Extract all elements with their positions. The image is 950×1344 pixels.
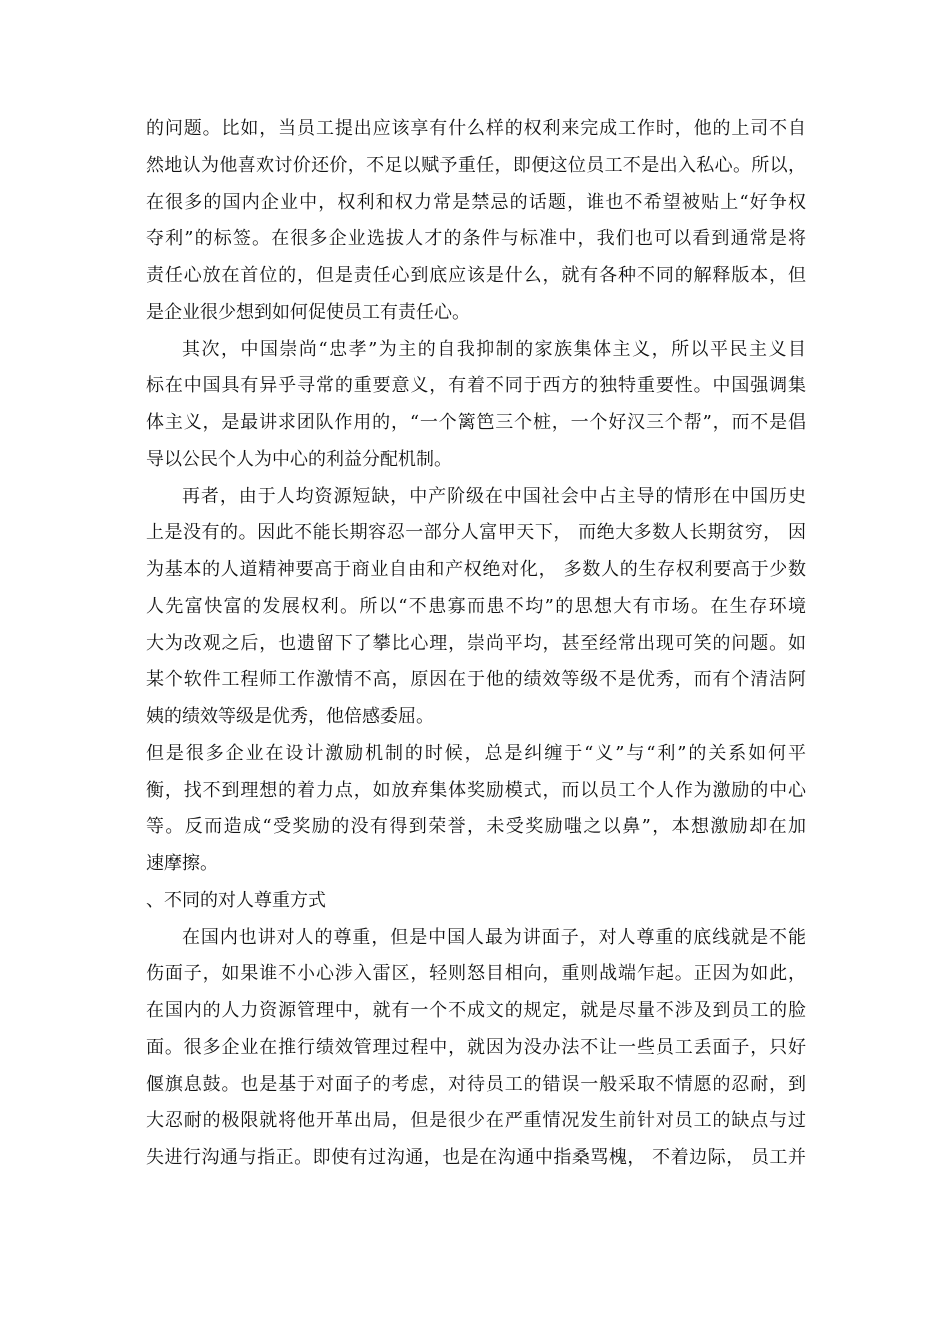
text-line: 再者，由于人均资源短缺，中产阶级在中国社会中占主导的情形在中国历史 [182,485,806,507]
text-line: 然地认为他喜欢讨价还价，不足以赋予重任，即便这位员工不是出入私心。所以， [146,154,806,176]
text-line: 人先富快富的发展权利。所以“不患寡而患不均”的思想大有市场。在生存环境 [146,595,806,617]
text-line: 夺利”的标签。在很多企业选拔人才的条件与标准中，我们也可以看到通常是将 [146,228,806,250]
text-line: 在国内也讲对人的尊重，但是中国人最为讲面子，对人尊重的底线就是不能 [182,926,806,948]
text-line: 伤面子，如果谁不小心涉入雷区，轻则怒目相向，重则战端乍起。正因为如此， [146,963,806,985]
text-line: 大为改观之后，也遗留下了攀比心理，崇尚平均，甚至经常出现可笑的问题。如 [146,632,806,654]
text-line: 速摩擦。 [146,853,218,874]
text-line: 为基本的人道精神要高于商业自由和产权绝对化， 多数人的生存权利要高于少数 [146,559,806,580]
text-line: 导以公民个人为中心的利益分配机制。 [146,448,452,470]
text-line: 的问题。比如，当员工提出应该享有什么样的权利来完成工作时，他的上司不自 [146,118,806,139]
text-line: 大忍耐的极限就将他开革出局，但是很少在严重情况发生前针对员工的缺点与过 [146,1110,806,1132]
text-line: 是企业很少想到如何促使员工有责任心。 [146,301,470,323]
text-line: 偃旗息鼓。也是基于对面子的考虑，对待员工的错误一般采取不情愿的忍耐，到 [146,1073,806,1095]
text-line: 面。很多企业在推行绩效管理过程中，就因为没办法不让一些员工丢面子，只好 [146,1036,806,1058]
text-line: 失进行沟通与指正。即使有过沟通，也是在沟通中指桑骂槐， 不着边际， 员工并 [146,1147,806,1168]
text-line: 其次，中国崇尚“忠孝”为主的自我抑制的家族集体主义，所以平民主义目 [182,338,806,360]
text-line: 但是很多企业在设计激励机制的时候，总是纠缠于“义”与“利”的关系如何平 [146,742,806,764]
text-line: 在国内的人力资源管理中，就有一个不成文的规定，就是尽量不涉及到员工的脸 [146,1000,806,1021]
text-line: 上是没有的。因此不能长期容忍一部分人富甲天下， 而绝大多数人长期贫穷， 因 [146,522,806,544]
text-line: 标在中国具有异乎寻常的重要意义，有着不同于西方的独特重要性。中国强调集 [146,375,806,397]
text-line: 等。反而造成“受奖励的没有得到荣誉，未受奖励嗤之以鼻”，本想激励却在加 [146,816,806,838]
text-line: 责任心放在首位的，但是责任心到底应该是什么，就有各种不同的解释版本，但 [146,265,806,286]
text-line: 姨的绩效等级是优秀，他倍感委屈。 [146,706,434,727]
text-line: 某个软件工程师工作激情不高，原因在于他的绩效等级不是优秀，而有个清洁阿 [146,669,806,691]
text-line: 、不同的对人尊重方式 [146,889,326,911]
text-line: 在很多的国内企业中，权利和权力常是禁忌的话题，谁也不希望被贴上“好争权 [146,191,806,213]
text-line: 体主义，是最讲求团队作用的，“一个篱笆三个桩，一个好汉三个帮”，而不是倡 [146,412,806,433]
text-line: 衡，找不到理想的着力点，如放弃集体奖励模式，而以员工个人作为激励的中心 [146,779,806,801]
